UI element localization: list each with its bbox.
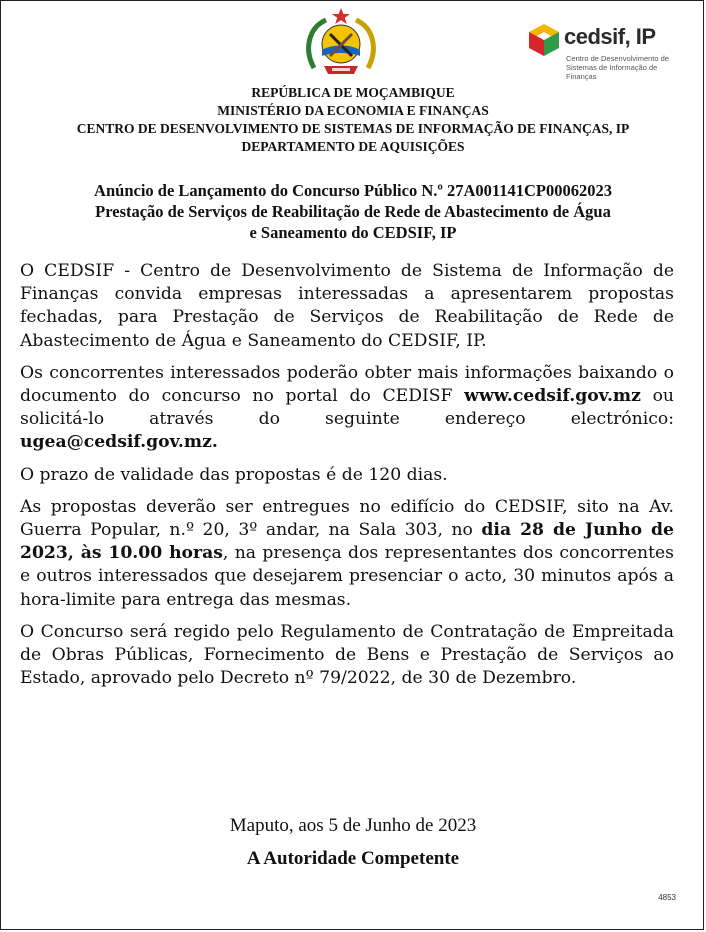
place-and-date: Maputo, aos 5 de Junho de 2023 bbox=[229, 815, 477, 836]
header-line-department: DEPARTAMENTO DE AQUISIÇÕES bbox=[241, 139, 465, 154]
institution-header bbox=[0, 84, 706, 156]
header-line-centre: CENTRO DE DESENVOLVIMENTO DE SISTEMAS DE INFORMAÇÃO DE FINANÇAS, IP bbox=[76, 121, 630, 136]
logo-name: cedsif, IP bbox=[564, 24, 656, 49]
reference-number: 4853 bbox=[658, 893, 676, 902]
paragraph-invitation: O CEDSIF - Centro de Desenvolvimento de Sistema de Informação de Finanças convida empresas interessadas a apresentarem propostas fechadas, para Prestação de Serviços de Reabilitação de Rede de Abastecimento de Água e Saneamento do CEDSIF, IP. bbox=[20, 261, 674, 351]
cedsif-logo bbox=[526, 20, 676, 81]
signature-authority: A Autoridade Competente bbox=[246, 848, 460, 869]
notice-title-line-2: Prestação de Serviços de Reabilitação de Rede de Abastecimento de Água bbox=[95, 202, 611, 221]
header-line-country: REPÚBLICA DE MOÇAMBIQUE bbox=[251, 85, 455, 100]
mozambique-coat-of-arms-icon bbox=[302, 6, 380, 80]
logo-tagline: Centro de Desenvolvimento de Sistemas de Informação de Finanças bbox=[566, 54, 669, 81]
paragraph-information: Os concorrentes interessados poderão obter mais informações baixando o documento do concurso no portal do CEDISF www.cedsif.gov.mz ou solicitá-lo através do seguinte endereço electrónico: ugea@cedsif.gov.mz. bbox=[20, 362, 674, 453]
header-line-ministry: MINISTÉRIO DA ECONOMIA E FINANÇAS bbox=[217, 103, 489, 118]
notice-body bbox=[20, 260, 674, 690]
paragraph-submission: As propostas deverão ser entregues no edifício do CEDSIF, sito na Av. Guerra Popular, n.º 20, 3º andar, na Sala 303, no dia 28 de Junho de 2023, às 10.00 horas, na presença dos representantes dos concorrentes e outros interessados que desejarem presenciar o acto, 30 minutos após a hora-limite para entrega das mesmas. bbox=[20, 496, 675, 610]
paragraph-validity: O prazo de validade das propostas é de 120 dias. bbox=[20, 464, 448, 485]
submission-deadline: dia 28 de Junho de 2023, às 10.00 horas bbox=[20, 520, 674, 564]
notice-title-line-1: Anúncio de Lançamento do Concurso Público N.º 27A001141CP00062023 bbox=[94, 181, 612, 200]
portal-link[interactable]: www.cedsif.gov.mz bbox=[464, 386, 641, 407]
paragraph-regulation: O Concurso será regido pelo Regulamento de Contratação de Empreitada de Obras Públicas, Fornecimento de Bens e Prestação de Serviços ao Estado, aprovado pelo Decreto nº 79/2022, de 30 de Dezembro. bbox=[20, 621, 674, 689]
cedsif-cube-logo-icon bbox=[526, 22, 562, 58]
notice-title-line-3: e Saneamento do CEDSIF, IP bbox=[249, 223, 457, 242]
email-link[interactable]: ugea@cedsif.gov.mz. bbox=[20, 432, 218, 453]
notice-title bbox=[0, 180, 706, 243]
